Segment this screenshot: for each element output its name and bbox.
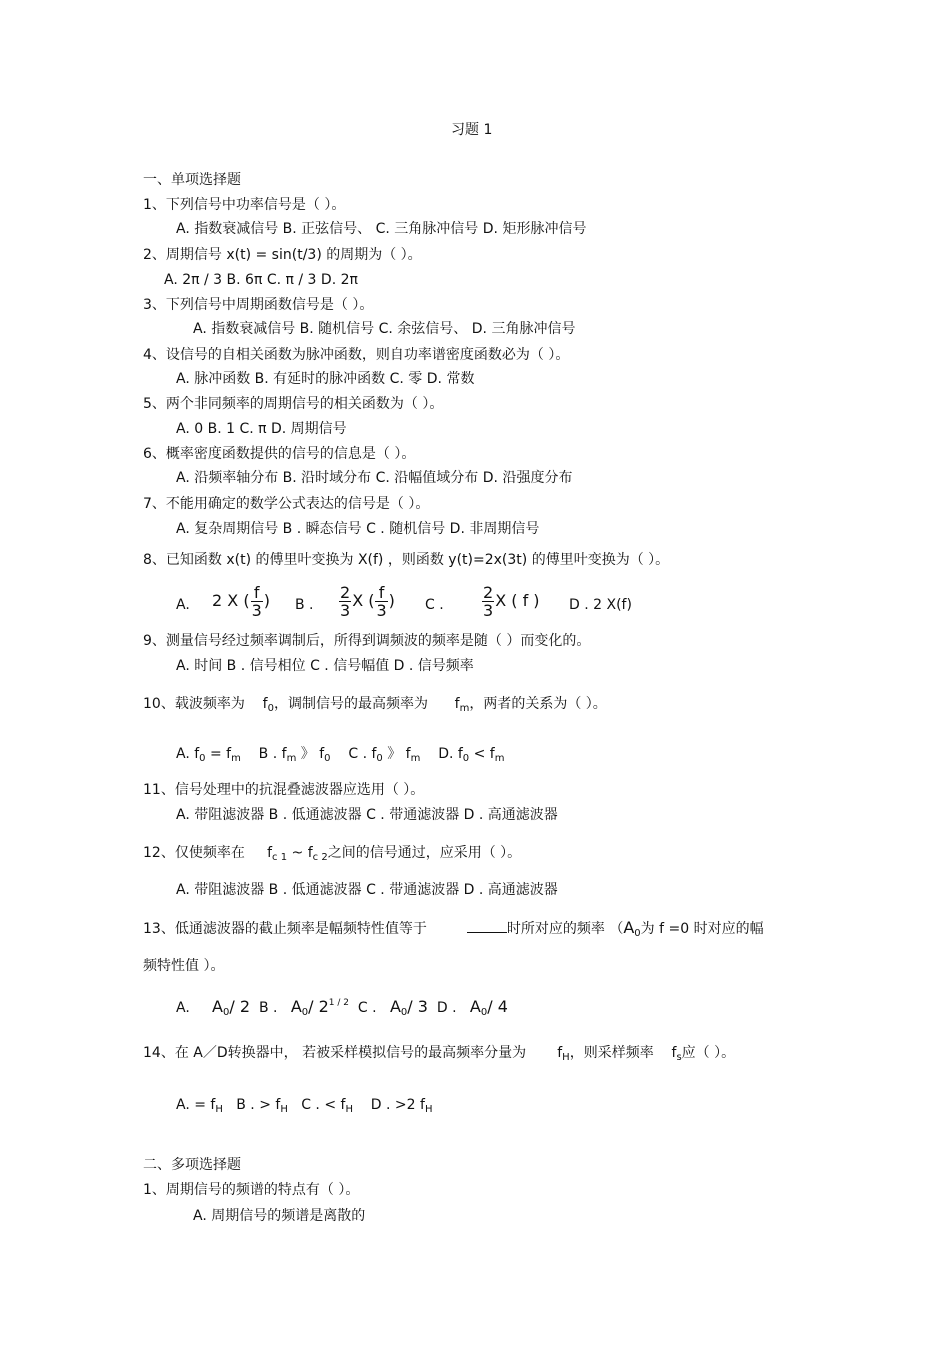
question-6-stem: 6、概率密度函数提供的信号的信息是（ ）。: [143, 446, 416, 462]
answer-blank: [467, 918, 507, 933]
question-8-option-b-label: B .: [295, 597, 314, 613]
question-12-stem: 12、仅使频率在 $f_{c 1}$ ~ $f_{c 2}$之间的信号通过，应采用（ ）。: [143, 845, 522, 863]
question-14-stem: 14、在 A／D转换器中， 若被采样模拟信号的最高频率分量为 $f_H$，则采样频率 $f_s$应（ ）。: [143, 1045, 736, 1063]
question-5-stem: 5、两个非同频率的周期信号的相关函数为（ ）。: [143, 396, 444, 412]
question-2-options: A. 2π / 3 B. 6π C. π / 3 D. 2π: [164, 272, 358, 288]
question-8-option-c: $\frac{2}{3}$ X ( f ): [483, 583, 540, 620]
question-10-options: A. $f_0 = f_m$ B . $f_m$ 》 $f_0$ C . $f_0$ 》 $f_m$ D. $f_0 < f_m$: [176, 746, 505, 764]
section-heading-single-choice: 一、单项选择题: [143, 172, 241, 188]
question-1-stem: 1、下列信号中功率信号是（ ）。: [143, 197, 346, 213]
question-5-options: A. 0 B. 1 C. π D. 周期信号: [176, 421, 347, 437]
question-8-option-a: 2 X ( $\frac{f}{3}$ ): [212, 583, 270, 620]
fraction-2-over-3: $\frac{2}{3}$: [483, 583, 494, 620]
question-12-options: A. 带阻滤波器 B . 低通滤波器 C . 带通滤波器 D . 高通滤波器: [176, 882, 558, 898]
question-3-options: A. 指数衰减信号 B. 随机信号 C. 余弦信号、 D. 三角脉冲信号: [193, 321, 576, 337]
question-8-option-d: D . 2 X(f): [569, 597, 632, 613]
question-13-options: A. $A_0/$ 2 B . $A_0/$ $2^{1 / 2}$ C . $A_0/$ 3 D . $A_0/$ 4: [176, 997, 508, 1018]
fraction-2-over-3: $\frac{2}{3}$: [340, 583, 351, 620]
question-3-stem: 3、下列信号中周期函数信号是（ ）。: [143, 297, 374, 313]
fraction-f-over-3: $\frac{f}{3}$: [251, 583, 262, 620]
multi-question-1-option-a: A. 周期信号的频谱是离散的: [193, 1208, 366, 1224]
question-9-stem: 9、测量信号经过频率调制后，所得到调频波的频率是随（ ）而变化的。: [143, 633, 591, 649]
question-11-options: A. 带阻滤波器 B . 低通滤波器 C . 带通滤波器 D . 高通滤波器: [176, 807, 558, 823]
question-13-stem: 13、低通滤波器的截止频率是幅频特性值等于 时所对应的频率 （$A_0$为 f =0 时对应的幅: [143, 918, 764, 939]
multi-question-1-stem: 1、周期信号的频谱的特点有（ ）。: [143, 1182, 360, 1198]
question-4-stem: 4、设信号的自相关函数为脉冲函数，则自功率谱密度函数必为（ ）。: [143, 347, 570, 363]
question-6-options: A. 沿频率轴分布 B. 沿时域分布 C. 沿幅值域分布 D. 沿强度分布: [176, 470, 573, 486]
question-2-stem: 2、周期信号 x(t) = sin(t/3) 的周期为（ ）。: [143, 247, 422, 263]
a-expr-left: 2 X (: [212, 591, 250, 610]
question-8-option-a-label: A.: [176, 597, 190, 613]
question-8-option-b: $\frac{2}{3}$ X ( $\frac{f}{3}$ ): [340, 583, 395, 620]
question-9-options: A. 时间 B . 信号相位 C . 信号幅值 D . 信号频率: [176, 658, 474, 674]
question-13-stem-cont: 频特性值 ）。: [143, 958, 225, 974]
question-4-options: A. 脉冲函数 B. 有延时的脉冲函数 C. 零 D. 常数: [176, 371, 475, 387]
page-title: 习题 1: [451, 122, 493, 138]
question-8-stem: 8、已知函数 x(t) 的傅里叶变换为 X(f) ，则函数 y(t)=2x(3t) 的傅里叶变换为（ ）。: [143, 552, 670, 568]
question-7-stem: 7、不能用确定的数学公式表达的信号是（ ）。: [143, 496, 430, 512]
fraction-f-over-3: $\frac{f}{3}$: [376, 583, 387, 620]
question-1-options: A. 指数衰减信号 B. 正弦信号、 C. 三角脉冲信号 D. 矩形脉冲信号: [176, 221, 587, 237]
question-7-options: A. 复杂周期信号 B . 瞬态信号 C . 随机信号 D. 非周期信号: [176, 521, 540, 537]
question-14-options: A. = $f_H$ B . > $f_H$ C . < $f_H$ D . >2 $f_H$: [176, 1097, 433, 1115]
question-10-stem: 10、载波频率为 $f_0$，调制信号的最高频率为 $f_m$，两者的关系为（ ）。: [143, 696, 607, 714]
question-8-option-c-label: C .: [425, 597, 444, 613]
section-heading-multiple-choice: 二、多项选择题: [143, 1157, 241, 1173]
question-11-stem: 11、信号处理中的抗混叠滤波器应选用（ ）。: [143, 782, 425, 798]
